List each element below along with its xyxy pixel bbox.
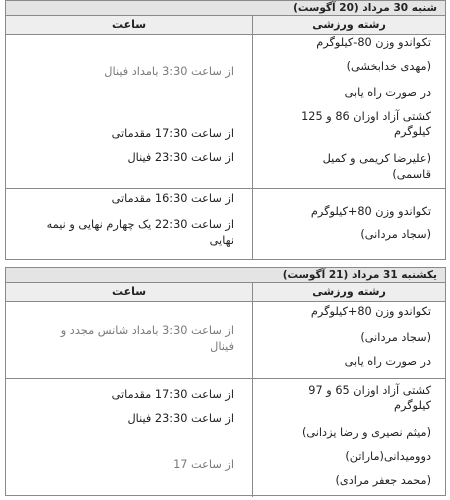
table-row [6,302,445,379]
schedule-table-saturday [5,0,446,260]
sport-line: کشتی آزاد اوزان 86 و 125 [301,110,431,123]
time-line: نهایی [209,234,234,247]
sport-line: (سجاد مردانی) [360,228,431,241]
header-time: ساعت [111,285,147,298]
sport-line: کشتی آزاد اوزان 65 و 97 [308,384,431,397]
time-line: از ساعت 16:30 مقدماتی [111,192,234,205]
sport-cell [252,379,445,497]
sport-line: تکواندو وزن 80+کیلوگرم [310,205,431,218]
sport-line: (مهدی خدابخشی) [346,60,431,73]
schedule-table-sunday [5,267,446,496]
sport-cell [252,302,445,378]
table-row [6,379,445,497]
header-time: ساعت [111,18,147,31]
time-cell [6,189,252,260]
time-line: از ساعت 17:30 مقدماتی [111,127,234,140]
time-cell [6,379,252,497]
sport-line: تکواندو وزن 80-کیلوگرم [316,36,431,49]
sport-line: (میثم نصیری و رضا یزدانی) [301,426,431,439]
sport-line: تکواندو وزن 80+کیلوگرم [310,305,431,318]
sport-cell [252,35,445,188]
sport-line: (سجاد مردانی) [360,331,431,344]
table-title: یکشنبه 31 مرداد (21 آگوست) [6,268,445,283]
time-line: از ساعت 17:30 مقدماتی [111,388,234,401]
time-line: از ساعت 23:30 فینال [127,151,234,164]
table-header-row [6,283,445,302]
header-sport: رشته ورزشی [252,16,445,34]
table-row [6,35,445,189]
table-title: شنبه 30 مرداد (20 آگوست) [6,1,445,16]
sport-line: دوومیدانی(ماراتن) [345,450,431,463]
time-line: فینال [210,340,234,353]
time-line: از ساعت 22:30 یک چهارم نهایی و نیمه [46,218,234,231]
sport-line: در صورت راه یابی [344,86,431,99]
sport-line: قاسمی) [392,168,431,181]
sport-line: کیلوگرم [394,125,431,138]
time-line: از ساعت 23:30 فینال [127,412,234,425]
sport-cell [252,189,445,260]
sport-line: (محمد جعفر مرادی) [335,474,431,487]
sport-line: کیلوگرم [394,399,431,412]
sport-line: (علیرضا کریمی و کمیل [322,152,431,165]
time-cell [6,302,252,378]
sport-line: در صورت راه یابی [344,355,431,368]
time-line: از ساعت 3:30 بامداد شانس مجدد و [60,324,234,337]
table-header-row [6,16,445,35]
header-sport: رشته ورزشی [252,283,445,301]
time-line: از ساعت 17 [173,458,234,471]
time-line: از ساعت 3:30 بامداد فینال [104,65,234,78]
table-row [6,189,445,260]
time-cell [6,35,252,188]
